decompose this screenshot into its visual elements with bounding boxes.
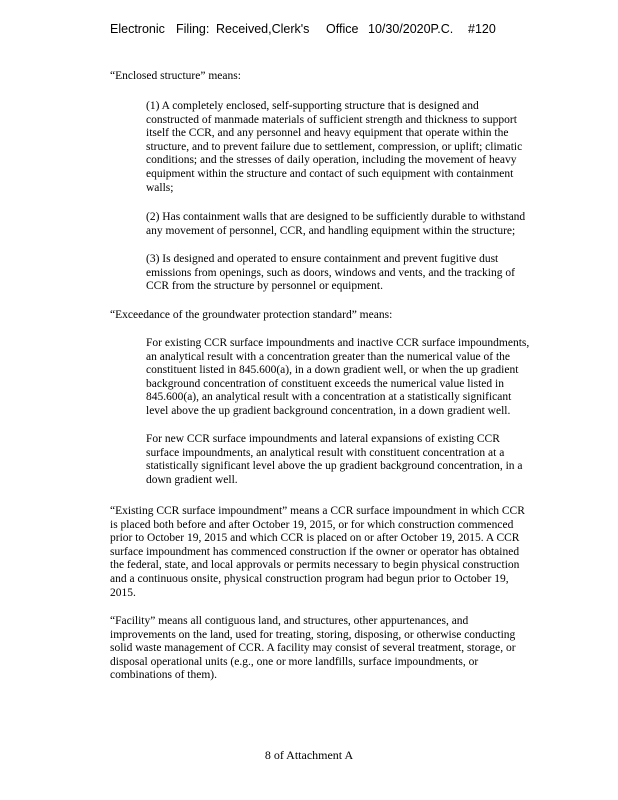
enclosed-structure-item-2 — [146, 211, 618, 238]
paragraph-line: is placed both before and after October 19, 2015, or for which construction commenced — [110, 518, 514, 531]
paragraph-line: an analytical result with a concentration greater than the numerical value of the — [146, 350, 511, 363]
paragraph-line: level above the up gradient background concentration, in a down gradient well. — [146, 404, 511, 417]
paragraph-line: improvements on the land, used for treating, storing, disposing, or otherwise conducting — [110, 628, 516, 641]
paragraph-line: surface impoundment has commenced construction if the owner or operator has obtained — [110, 545, 520, 558]
facility-definition — [110, 615, 590, 683]
paragraph-line: For new CCR surface impoundments and lateral expansions of existing CCR — [146, 433, 500, 445]
paragraph-line: and a continuous onsite, physical construction program had begun prior to October 19, — [110, 572, 509, 585]
filing-header — [110, 22, 530, 38]
paragraph-line: 845.600(a), an analytical result with a concentration at a statistically significant — [146, 391, 512, 404]
paragraph-line: 2015. — [110, 586, 136, 599]
paragraph-line: (1) A completely enclosed, self-supporting structure that is designed and — [146, 100, 479, 112]
paragraph-line: statistically significant level above the up gradient background concentration, in a — [146, 460, 523, 473]
exceedance-new-paragraph — [146, 433, 618, 487]
paragraph-line: structure, and to prevent failure due to settlement, compression, or uplift; climatic — [146, 140, 523, 153]
paragraph-line: down gradient well. — [146, 473, 238, 486]
paragraph-line: (2) Has containment walls that are designed to be sufficiently durable to withstand — [146, 211, 526, 223]
enclosed-structure-item-1 — [146, 100, 618, 195]
paragraph-line: disposal operational units (e.g., one or more landfills, surface impoundments, or — [110, 655, 479, 668]
term-enclosed-structure: “Enclosed structure” means: — [110, 70, 241, 82]
paragraph-line: For existing CCR surface impoundments and inactive CCR surface impoundments, — [146, 337, 530, 349]
header-received: Received,Clerk's — [216, 22, 310, 36]
paragraph-line: the federal, state, and local approvals or permits necessary to begin physical construction — [110, 559, 520, 572]
header-office: Office — [326, 22, 359, 36]
paragraph-line: solid waste management of CCR. A facility may consist of several treatment, storage, or — [110, 642, 516, 655]
header-document-number: #120 — [468, 22, 496, 36]
paragraph-line: emissions from openings, such as doors, windows and vents, and the tracking of — [146, 266, 515, 279]
paragraph-line: itself the CCR, and any personnel and heavy equipment that operate within the — [146, 127, 509, 140]
existing-ccr-definition — [110, 505, 590, 600]
header-electronic: Electronic — [110, 22, 165, 36]
paragraph-line: constituent listed in 845.600(a), in a down gradient well, or when the up gradient — [146, 364, 519, 377]
header-filing: Filing: — [176, 22, 210, 36]
paragraph-line: background concentration of constituent exceeds the numerical value listed in — [146, 377, 504, 390]
paragraph-line: (3) Is designed and operated to ensure containment and prevent fugitive dust — [146, 253, 499, 265]
paragraph-line: constructed of manmade materials of sufficient strength and thickness to support — [146, 113, 517, 126]
paragraph-line: prior to October 19, 2015 and which CCR is placed on or after October 19, 2015. A CCR — [110, 532, 520, 545]
paragraph-line: combinations of them). — [110, 669, 217, 682]
term-exceedance: “Exceedance of the groundwater protection standard” means: — [110, 309, 393, 321]
paragraph-line: surface impoundments, an analytical result with constituent concentration at a — [146, 446, 505, 459]
exceedance-existing-paragraph — [146, 337, 618, 419]
page-footer: 8 of Attachment A — [264, 748, 354, 762]
enclosed-structure-item-3 — [146, 253, 618, 294]
paragraph-line: “Facility” means all contiguous land, and structures, other appurtenances, and — [110, 615, 469, 627]
paragraph-line: any movement of personnel, CCR, and handling equipment within the structure; — [146, 224, 516, 237]
paragraph-line: CCR from the structure by personnel or equipment. — [146, 280, 383, 293]
paragraph-line: “Existing CCR surface impoundment” means a CCR surface impoundment in which CCR — [110, 505, 525, 517]
paragraph-line: conditions; and the stresses of daily operation, including the movement of heavy — [146, 154, 517, 167]
paragraph-line: equipment within the structure and contact of such equipment with containment — [146, 167, 514, 180]
header-date: 10/30/2020P.C. — [368, 22, 454, 36]
paragraph-line: walls; — [146, 181, 174, 194]
